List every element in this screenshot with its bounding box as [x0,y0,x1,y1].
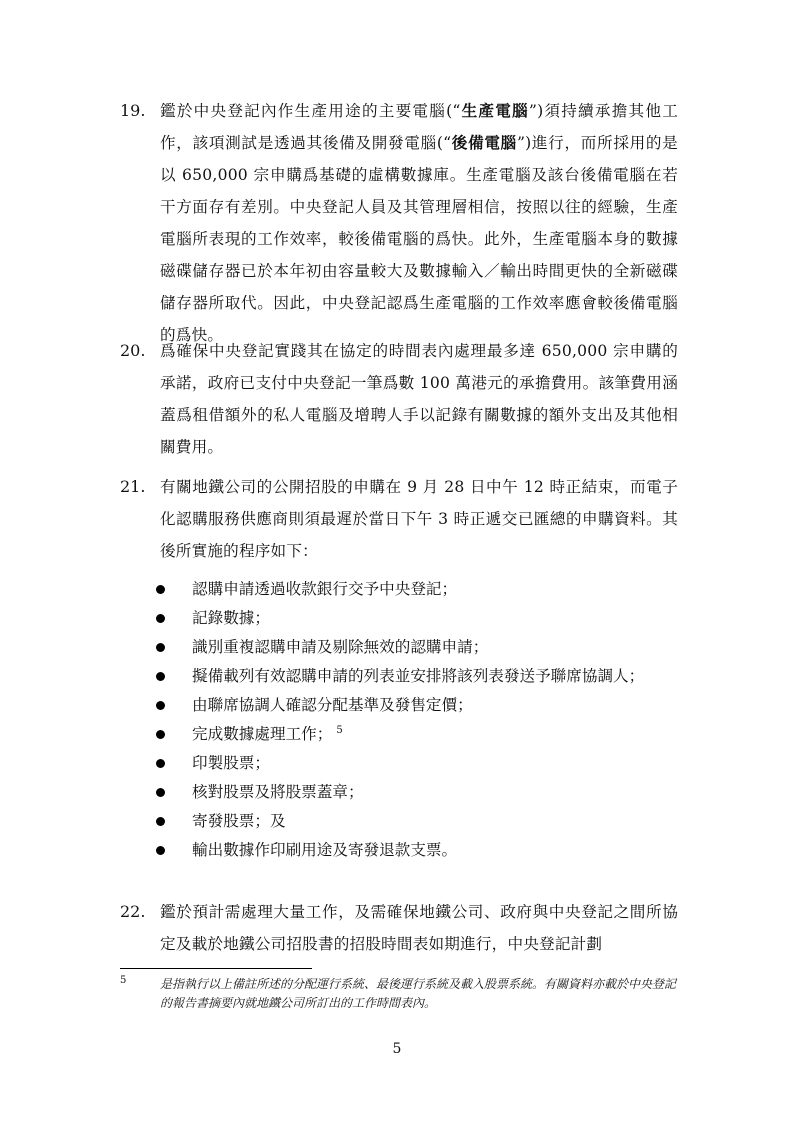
term-production-computer: 生產電腦 [460,101,529,120]
paragraph-22 [120,896,680,960]
list-item: 核對股票及將股票蓋章； [152,779,682,805]
paragraph-20 [120,335,680,463]
bullet-icon [156,672,165,681]
list-item: 完成數據處理工作； $^5$ [152,721,682,747]
list-item: 由聯席協調人確認分配基準及發售定價； [152,692,682,718]
list-item: 印製股票； [152,750,682,776]
paragraph-text: 鑑於中央登記內作生產用途的主要電腦(“生產電腦”)須持續承擔其他工作，該項測試是透過其後備及開發電腦(“後備電腦”)進行，而所採用的是以 650,000 宗申購爲基礎的虛構數據庫。生產電腦及該台後備電腦在若干方面存有差別。中央登記人員及其管理層相信，按照以往的經驗，生產電腦所表現的工作效率，較後備電腦的爲快。此外，生產電腦本身的數據磁碟儲存器已於本年初由容量較大及數據輸入／輸出時間更快的全新磁碟儲存器所取代。因此，中央登記認爲生產電腦的工作效率應會較後備電腦的爲快。 [160,101,678,344]
list-item: 記錄數據； [152,605,682,631]
list-item: 輸出數據作印刷用途及寄發退款支票。 [152,837,682,863]
procedure-list [152,576,682,863]
paragraph-text: 有關地鐵公司的公開招股的申購在 9 月 28 日中午 12 時正結束，而電子化認購服務供應商則須最遲於當日下午 3 時正遞交已匯總的申購資料。其後所實施的程序如下： [160,478,678,560]
paragraph-19 [120,95,680,351]
bullet-icon [156,846,165,855]
list-item: 寄發股票；及 [152,808,682,834]
footnote-divider [120,968,312,969]
bullet-icon [156,585,165,594]
term-backup-computer: 後備電腦 [451,133,517,152]
footnote-mark: 5 [120,975,127,986]
bullet-icon [156,614,165,623]
bullet-icon [156,788,165,797]
paragraph-number: 20. [120,341,146,360]
bullet-icon [156,701,165,710]
bullet-icon [156,759,165,768]
list-item: 擬備載列有效認購申請的列表並安排將該列表發送予聯席協調人； [152,663,682,689]
paragraph-number: 22. [120,902,146,921]
bullet-icon [156,817,165,826]
paragraph-number: 19. [120,101,146,120]
paragraph-21 [120,471,680,567]
footnote-reference: 5 [336,724,343,736]
paragraph-text: 鑑於預計需處理大量工作，及需確保地鐵公司、政府與中央登記之間所協定及載於地鐵公司招股書的招股時間表如期進行，中央登記計劃 [160,903,678,953]
bullet-icon [156,730,165,739]
page-number: 5 [392,1041,402,1057]
list-item: 認購申請透過收款銀行交予中央登記； [152,576,682,602]
paragraph-text: 爲確保中央登記實踐其在協定的時間表內處理最多達 650,000 宗申購的承諾，政府已支付中央登記一筆爲數 100 萬港元的承擔費用。該筆費用涵蓋爲租借額外的私人電腦及增聘人手以記錄有關數據的額外支出及其他相關費用。 [160,342,678,456]
bullet-icon [156,643,165,652]
paragraph-number: 21. [120,477,146,496]
footnote-text: 是指執行以上備註所述的分配運行系統、最後運行系統及載入股票系統。有關資料亦載於中央登記的報告書摘要內就地鐵公司所訂出的工作時間表內。 [160,977,677,1010]
list-item: 識別重複認購申請及剔除無效的認購申請； [152,634,682,660]
